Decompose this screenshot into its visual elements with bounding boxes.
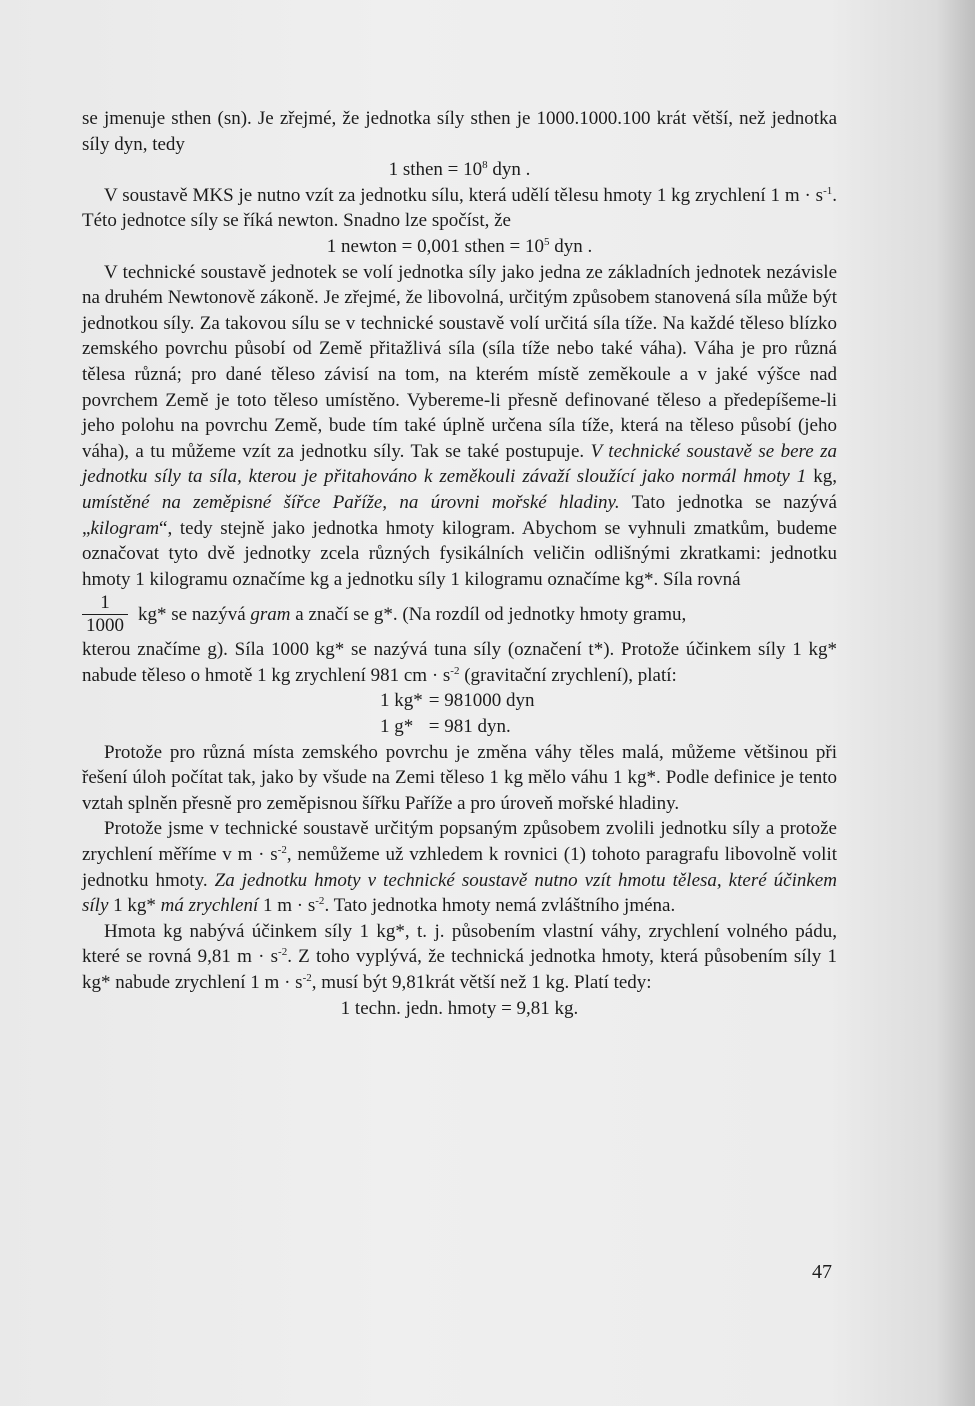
fraction-line-text: kg* se nazývá gram a značí se g*. (Na rozdíl od jednotky hmoty gramu,: [138, 603, 687, 625]
paragraph-technical-system: V technické soustavě jednotek se volí jednotka síly jako jedna ze základních jednotek nezávisle na druhém Newtonově zákoně. Je zřejmé, že libovolná, určitým způsobem stanovená síla může být jednotkou síly. Za takovou sílu se v technické soustavě volí určitá síla tíže. Na každé těleso blízko zemského povrchu působí od Země přitažlivá síla (síla tíže nebo také váha). Váha je pro různá tělesa různá; pro dané těleso závisí na tom, na kterém místě zeměkoule a v jaké výšce nad povrchem Země je toto těleso umístěno. Vybereme-li přesně definované těleso a předepíšeme-li jeho polohu na povrchu Země, bude tím také úplně určena síla tíže, která na těleso působí (jeho váha), a tu můžeme vzít za jednotku síly. Tak se také postupuje. V technické soustavě se bere za jednotku síly ta síla, kterou je přitahováno k zeměkouli závaží sloužící jako normál hmoty 1 kg, umístěné na zeměpisné šířce Paříže, na úrovni mořské hladiny. Tato jednotka se nazývá „kilogram“, tedy stejně jako jednotka hmoty kilogram. Abychom se vyhnuli zmatkům, budeme označovat tyto dvě jednotky zcela různých fysikálních veličin odlišnými zkratkami: jednotku hmoty 1 kilogramu označíme kg a jednotku síly 1 kilogramu označíme kg*. Síla rovná: [82, 261, 837, 590]
equation-kg-right: = 981000 dyn: [428, 690, 535, 712]
paragraph-weight-approx: Protože pro různá místa zemského povrchu je změna váhy těles malá, můžeme většinou při řešení úloh počítat tak, jako by všude na Zemi těleso 1 kg mělo váhu 1 kg*. Podle definice je tento vztah splněn přesně pro zeměpisnou šířku Paříže a pro úroveň mořské hladiny.: [82, 741, 837, 814]
fraction-numerator: 1: [100, 592, 110, 614]
paragraph-ton-force: kterou značíme g). Síla 1000 kg* se nazývá tuna síly (označení t*). Protože účinkem síly 1 kg* nabude těleso o hmotě 1 kg zrychlení 981 cm · $s^{-2}$ (gravitační zrychlení), platí:: [82, 639, 837, 686]
page-number: 47: [812, 1261, 832, 1283]
paragraph-mass-unit: Protože jsme v technické soustavě určitým popsaným způsobem zvolili jednotku síly a protože zrychlení měříme v $m \cdot s^{-2}$, nemůžeme už vzhledem k rovnici (1) tohoto paragrafu libovolně volit jednotku hmoty. Za jednotku hmoty v technické soustavě nutno vzít hmotu tělesa, které účinkem síly 1 kg* má zrychlení 1 $m \cdot s^{-2}$. Tato jednotka hmoty nemá zvláštního jména.: [82, 818, 837, 917]
fraction-line: [82, 592, 837, 637]
paragraph-kg-acceleration: Hmota kg nabývá účinkem síly 1 kg*, t. j. působením vlastní váhy, zrychlení volného pádu, které se rovná 9,81 $m \cdot s^{-2}$. Z toho vyplývá, že technická jednotka hmoty, která působením síly 1 kg* nabude zrychlení 1 $m \cdot s^{-2}$, musí být 9,81krát větší než 1 kg. Platí tedy:: [82, 920, 837, 993]
fraction-denominator: 1000: [82, 614, 128, 637]
equation-newton: 1 newton = 0,001 sthen = $10^5$ dyn .: [326, 235, 593, 257]
equation-g-left: 1 g*: [380, 716, 414, 738]
equation-kg-left: 1 kg*: [380, 690, 423, 712]
fraction: [82, 592, 128, 637]
paragraph-mks: V soustavě MKS je nutno vzít za jednotku sílu, která udělí tělesu hmoty 1 kg zrychlení 1 $m \cdot s^{-1}$. Této jednotce síly se říká newton. Snadno lze spočíst, že: [82, 184, 837, 232]
equations-kg-force: [380, 688, 534, 739]
equation-sthen: 1 sthen = $10^8$ dyn .: [388, 159, 531, 181]
equation-technical-mass: 1 techn. jedn. hmoty = 9,81 kg.: [340, 997, 579, 1019]
paragraph-intro: se jmenuje sthen (sn). Je zřejmé, že jednotka síly sthen je 1000.1000.100 krát větší, než jednotka síly dyn, tedy: [82, 108, 837, 155]
equation-g-right: = 981 dyn.: [428, 716, 511, 738]
page-body: [82, 106, 837, 1021]
